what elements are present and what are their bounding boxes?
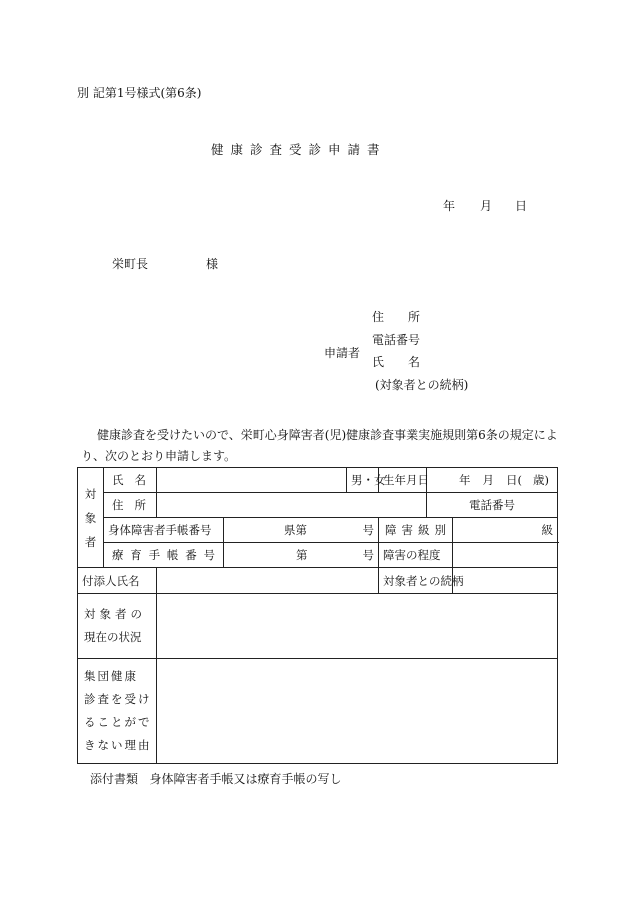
grade-char-3: 級 [418,523,430,537]
body-text-line1: 健康診査を受けたいので、栄町心身障害者(児)健康診査事業実施規則第6条の規定によ [97,428,558,442]
subject-char-1: 対 [84,486,97,501]
reason-input[interactable] [157,659,558,764]
birthdate-year: 年 [459,473,471,487]
rehab-char-5: 番 [185,548,197,562]
form-reference: 別 記第1号様式(第6条) [77,86,202,100]
subject-char-2: 象 [84,510,97,525]
rehab-char-6: 号 [203,548,215,562]
reason-line3: ることがで [84,715,152,729]
address-label-a: 住 [112,498,124,512]
rehab-char-4: 帳 [166,548,179,562]
addressee-honorific: 様 [206,257,219,271]
applicant-address-label-a: 住 [372,310,385,324]
grade-char-4: 別 [434,523,446,537]
current-status-label [78,594,157,659]
current-status-line2: 現在の状況 [84,630,142,644]
birthdate-day: 日( [506,473,523,487]
rehab-book-label [104,543,224,568]
address-label-cell [104,493,157,518]
date-day-label: 日 [515,199,528,213]
relation-input[interactable] [453,568,558,594]
current-status-line1: 対象者の [84,607,146,621]
reason-line2: 診査を受け [84,692,152,706]
grade-char-1: 障 [385,523,397,537]
rehab-book-suffix: 号 [362,548,374,562]
attendant-name-label: 付添人氏名 [78,568,157,594]
relation-label: 対象者との続柄 [379,568,453,594]
name-label-a: 氏 [112,473,124,487]
disability-book-prefix: 県第 [284,523,307,537]
disability-degree-label: 障害の程度 [379,543,453,568]
applicant-address-label-b: 所 [407,310,420,324]
applicant-label: 申請者 [324,346,361,360]
page-title: 健康診査受診申請書 [211,142,387,157]
disability-book-input[interactable] [224,518,379,543]
birthdate-input[interactable] [427,468,558,493]
name-label-cell [104,468,157,493]
birthdate-month: 月 [482,473,495,487]
body-text-line2: り、次のとおり申請します。 [81,449,237,463]
applicant-phone-label: 電話番号 [372,333,421,347]
subject-char-3: 者 [84,534,97,549]
attachment-note [90,770,341,787]
birthdate-age: 歳) [533,473,549,487]
attachment-label: 添付書類 [90,772,139,786]
disability-grade-label [379,518,453,543]
grade-unit: 級 [541,523,553,537]
applicant-address-label [372,308,420,325]
address-input[interactable] [157,493,427,518]
reason-line1: 集団健康 [84,669,138,683]
grade-char-2: 害 [401,523,413,537]
disability-book-suffix: 号 [362,523,374,537]
attendant-name-input[interactable] [157,568,379,594]
applicant-name-label-b: 名 [407,355,420,369]
disability-book-label: 身体障害者手帳番号 [104,518,224,543]
addressee-name: 栄町長 [112,257,149,271]
subject-label-cell [78,468,104,568]
applicant-name-label-a: 氏 [372,355,385,369]
reason-label [78,659,157,764]
name-label-b: 名 [134,473,146,487]
address-label-b: 所 [134,498,146,512]
applicant-name-label [372,353,420,370]
birthdate-label: 生年月日 [379,468,427,493]
disability-degree-input[interactable] [453,543,558,568]
application-table [77,467,558,764]
applicant-relation-label: (対象者との続柄) [375,378,469,392]
rehab-book-prefix: 第 [296,548,308,562]
rehab-char-1: 療 [112,548,124,562]
reason-line4: きない理由 [84,738,152,752]
rehab-char-2: 育 [130,548,142,562]
rehab-book-input[interactable] [224,543,379,568]
phone-label: 電話番号 [427,493,558,518]
name-input[interactable] [157,468,347,493]
date-month-label: 月 [480,199,493,213]
attachment-text: 身体障害者手帳又は療育手帳の写し [149,772,342,786]
gender-select[interactable]: 男・女 [347,468,379,493]
disability-grade-input[interactable] [453,518,558,543]
date-year-label: 年 [443,199,456,213]
rehab-char-3: 手 [148,548,161,562]
current-status-input[interactable] [157,594,558,659]
